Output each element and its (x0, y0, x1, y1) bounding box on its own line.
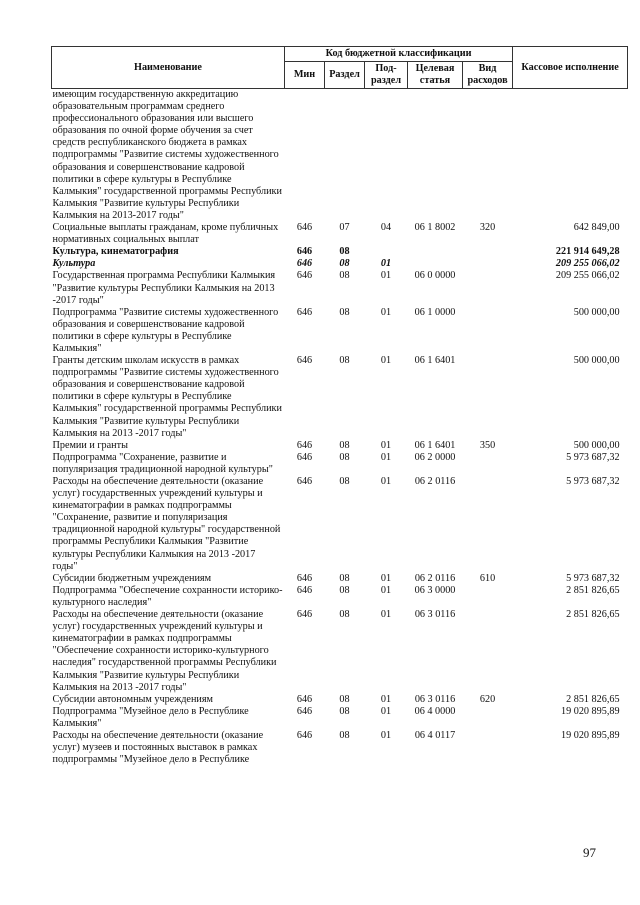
row-target: 06 1 8002 (414, 222, 456, 234)
row-name: Премии и гранты (52, 439, 128, 451)
table-row (52, 706, 628, 730)
row-amount: 209 255 066,02 (555, 270, 620, 282)
header-budget-code: Код бюджетной классификации (285, 47, 513, 62)
row-target (408, 246, 463, 258)
row-amount: 5 973 687,32 (566, 476, 620, 487)
row-min: 646 (296, 584, 313, 596)
row-amount (513, 89, 628, 223)
row-min: 646 (296, 729, 313, 741)
table-row (52, 246, 628, 258)
row-target: 06 3 0116 (414, 693, 456, 705)
row-amount: 642 849,00 (573, 222, 620, 234)
budget-table (51, 46, 628, 766)
row-kind: 620 (479, 693, 496, 705)
row-section: 08 (339, 729, 350, 741)
row-kind: 610 (479, 572, 496, 584)
row-name: Гранты детским школам искусств в рамках подпрограммы "Развитие системы художественного образования и совершенствование кадровой политики в сфере культуры в Республике Калмыкия" государственной программы Республики Калмыкия "Развитие культуры Республики Калмыкия на 2013 -2017 годы" (52, 355, 282, 439)
row-min: 646 (296, 306, 313, 318)
row-name: Подпрограмма "Музейное дело в Республике Калмыкия" (52, 705, 249, 729)
row-amount: 500 000,00 (573, 355, 620, 367)
page-number: 97 (583, 845, 596, 860)
row-subsection (365, 89, 408, 223)
row-subsection (365, 246, 408, 258)
row-kind: 350 (479, 439, 496, 451)
row-name: Государственная программа Республики Калмыкия "Развитие культуры Республики Калмыкия на 2013 -2017 годы" (52, 270, 276, 306)
row-min: 646 (296, 439, 313, 451)
row-kind (463, 452, 513, 476)
row-subsection: 01 (380, 572, 392, 584)
row-kind (463, 246, 513, 258)
header-target: Целевая статья (408, 62, 463, 89)
row-amount: 5 973 687,32 (566, 572, 620, 584)
row-target: 06 1 6401 (414, 355, 456, 367)
table-row (52, 222, 628, 246)
row-target: 06 2 0116 (414, 476, 456, 487)
table-row (52, 355, 628, 440)
table-row (52, 89, 628, 223)
table-row (52, 270, 628, 306)
row-kind (463, 476, 513, 573)
row-min: 646 (296, 258, 313, 270)
row-kind (463, 89, 513, 223)
table-row (52, 307, 628, 355)
row-subsection: 01 (380, 729, 392, 741)
row-section: 07 (339, 222, 350, 234)
row-section: 08 (339, 451, 350, 463)
row-subsection: 01 (380, 306, 392, 318)
row-section: 08 (339, 572, 350, 584)
row-kind (463, 355, 513, 440)
row-name: Культура (52, 258, 96, 270)
row-target: 06 3 0116 (414, 609, 456, 621)
row-subsection: 01 (380, 693, 392, 705)
table-row (52, 730, 628, 766)
row-min: 646 (296, 705, 313, 717)
row-min: 646 (296, 270, 313, 282)
row-subsection: 01 (380, 355, 392, 367)
row-section: 08 (339, 609, 350, 621)
row-name: Подпрограмма "Обеспечение сохранности историко-культурного наследия" (52, 584, 283, 608)
row-section: 08 (339, 439, 350, 451)
row-subsection: 01 (380, 258, 392, 270)
header-section: Раздел (325, 62, 365, 89)
row-min: 646 (296, 476, 313, 487)
row-kind (463, 307, 513, 355)
row-name: Расходы на обеспечение деятельности (оказание услуг) государственных учреждений культуры и кинематографии в рамках подпрограммы "Сохранение, развитие и популяризация традиционной народной культуры" государственной программы Республики Калмыкия "Развитие культуры Республики Калмыкия на 2013 -2017 годы" (52, 476, 281, 572)
row-section: 08 (339, 246, 350, 258)
row-subsection: 01 (380, 451, 392, 463)
row-section: 08 (339, 705, 350, 717)
row-section (325, 89, 365, 223)
row-subsection: 01 (380, 584, 392, 596)
table-row (52, 573, 628, 585)
table-row (52, 609, 628, 694)
table-row (52, 452, 628, 476)
row-target: 06 2 0000 (414, 451, 456, 463)
row-target: 06 1 0000 (414, 306, 456, 318)
row-subsection: 01 (380, 609, 392, 621)
row-section: 08 (339, 584, 350, 596)
row-amount: 500 000,00 (573, 306, 620, 318)
row-name: Субсидии бюджетным учреждениям (52, 572, 212, 584)
row-amount: 221 914 649,28 (555, 246, 620, 258)
table-row (52, 476, 628, 573)
row-kind (463, 258, 513, 270)
row-section: 08 (339, 306, 350, 318)
row-target: 06 3 0000 (414, 584, 456, 596)
row-target (408, 89, 463, 223)
row-subsection: 01 (380, 476, 392, 487)
row-section: 08 (339, 270, 350, 282)
row-section: 08 (339, 476, 350, 487)
table-row (52, 440, 628, 452)
row-min: 646 (296, 609, 313, 621)
row-min (285, 89, 325, 223)
header-name: Наименование (52, 47, 285, 89)
row-amount: 209 255 066,02 (555, 258, 620, 270)
row-amount: 5 973 687,32 (566, 451, 620, 463)
row-section: 08 (339, 693, 350, 705)
row-target: 06 1 6401 (414, 439, 456, 451)
row-kind (463, 706, 513, 730)
row-amount: 19 020 895,89 (560, 705, 620, 717)
row-kind (463, 609, 513, 694)
row-min: 646 (296, 355, 313, 367)
row-name: Расходы на обеспечение деятельности (оказание услуг) музеев и постоянных выставок в рамках подпрограммы "Музейное дело в Республике (52, 729, 264, 766)
row-name: Культура, кинематография (52, 246, 179, 258)
row-name: Подпрограмма "Сохранение, развитие и популяризация традиционной народной культуры" (52, 451, 273, 475)
table-header (52, 47, 628, 89)
row-amount: 2 851 826,65 (566, 584, 620, 596)
row-kind: 320 (479, 222, 496, 234)
row-name: Социальные выплаты гражданам, кроме публичных нормативных социальных выплат (52, 222, 279, 246)
row-amount: 500 000,00 (573, 439, 620, 451)
header-kind: Вид расходов (463, 62, 513, 89)
header-amount: Кассовое исполнение (513, 47, 628, 89)
row-section: 08 (339, 355, 350, 367)
row-subsection: 01 (380, 439, 392, 451)
row-subsection: 01 (380, 270, 392, 282)
row-amount: 19 020 895,89 (560, 729, 620, 741)
row-subsection: 01 (380, 705, 392, 717)
row-amount: 2 851 826,65 (566, 693, 620, 705)
row-min: 646 (296, 572, 313, 584)
row-target: 06 0 0000 (414, 270, 456, 282)
row-name: Расходы на обеспечение деятельности (оказание услуг) государственных учреждений культуры и кинематографии в рамках подпрограммы "Обеспечение сохранности историко-культурного наследия" государственной программы Республики Калмыкия "Развитие культуры Республики Калмыкия на 2013 -2017 годы" (52, 609, 277, 693)
row-min: 646 (296, 451, 313, 463)
row-target: 06 2 0116 (414, 572, 456, 584)
header-subsection: Под-раздел (365, 62, 408, 89)
table-row (52, 694, 628, 706)
table-row (52, 585, 628, 609)
row-min: 646 (296, 693, 313, 705)
row-name: Подпрограмма "Развитие системы художественного образования и совершенствование кадровой политики в сфере культуры в Республике Калмыкия" (52, 306, 279, 354)
row-target: 06 4 0117 (414, 729, 456, 741)
row-target: 06 4 0000 (414, 705, 456, 717)
row-subsection: 04 (380, 222, 392, 234)
row-min: 646 (296, 222, 313, 234)
table-row (52, 258, 628, 270)
row-amount: 2 851 826,65 (566, 609, 620, 621)
row-target (408, 258, 463, 270)
row-section: 08 (339, 258, 350, 270)
row-name: имеющим государственную аккредитацию образовательным программам среднего профессионального образования или высшего образования по очной форме обучения за счет средств республиканского бюджета в рамках подпрограммы "Развитие системы художественного образования и совершенствование кадровой политики в сфере культуры в Республике Калмыкия" государственной программы Республики Калмыкия "Развитие культуры Республики Калмыкия на 2013-2017 годы" (52, 89, 282, 221)
row-kind (463, 730, 513, 766)
row-kind (463, 270, 513, 306)
row-name: Субсидии автономным учреждениям (52, 693, 213, 705)
row-kind (463, 585, 513, 609)
table-body (52, 89, 628, 767)
row-min: 646 (296, 246, 313, 258)
header-min: Мин (285, 62, 325, 89)
